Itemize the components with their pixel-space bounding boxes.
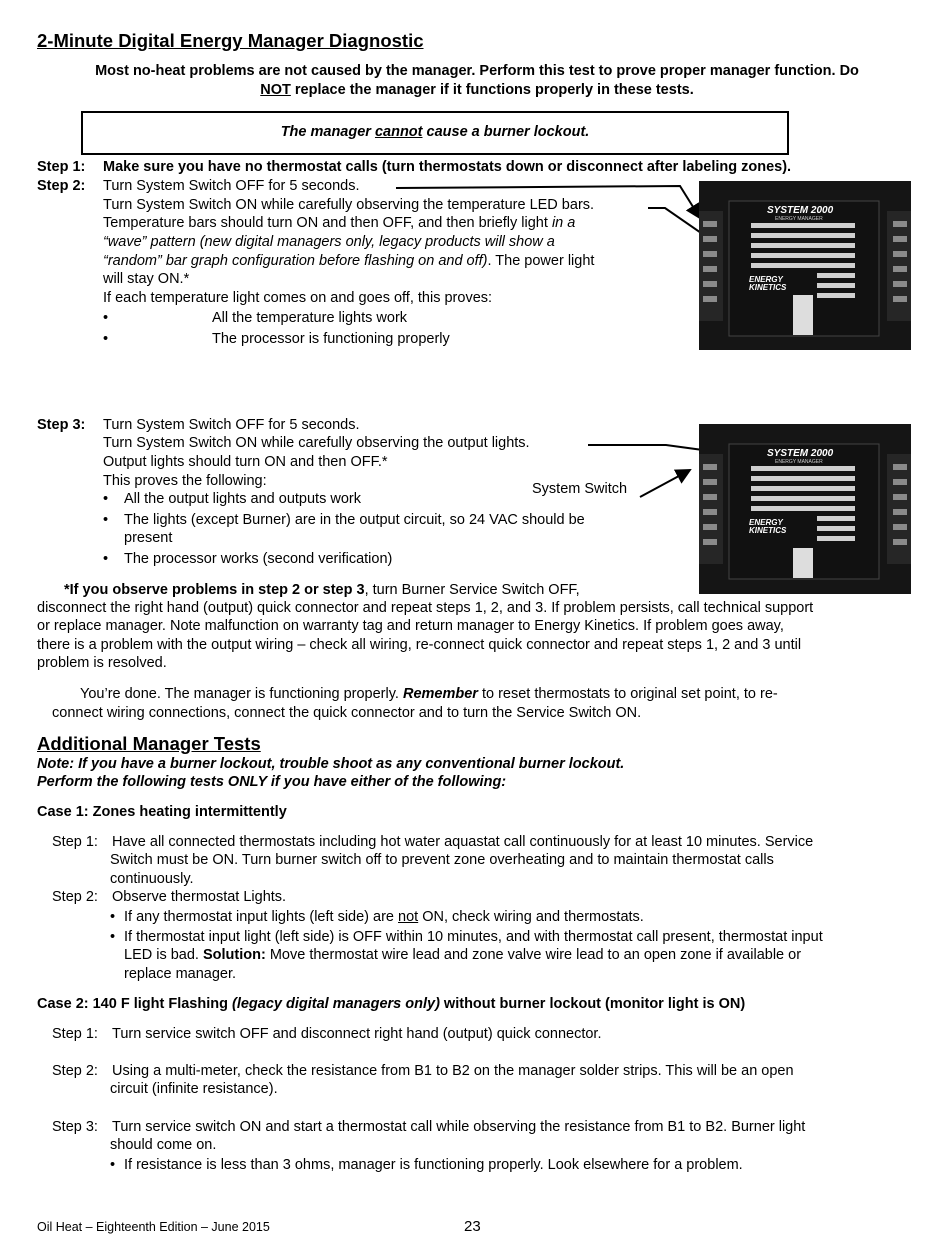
step3-bullet-2a: The lights (except Burner) are in the output circuit, so 24 VAC should be <box>124 512 585 528</box>
panel-logo-1: ENERGY <box>749 518 783 527</box>
done-pre: You’re done. The manager is functioning properly. <box>80 686 403 702</box>
panel-logo <box>749 519 786 535</box>
panel-logo-1: ENERGY <box>749 275 783 284</box>
bullet-dot: • <box>103 491 109 507</box>
energy-manager-panel-1 <box>699 181 911 350</box>
intro-not: NOT <box>260 82 291 98</box>
done-line-2: connect wiring connections, connect the quick connector and to turn the Service Switch ON. <box>52 705 642 721</box>
case2-step2-line-2: circuit (infinite resistance). <box>110 1081 278 1097</box>
panel-brand: SYSTEM 2000 <box>767 448 834 459</box>
case2-step3-label: Step 3: <box>52 1119 98 1135</box>
case2-title-2: (legacy digital managers only) <box>232 996 440 1012</box>
step3-line-1: Turn System Switch OFF for 5 seconds. <box>103 417 360 433</box>
step2-bullet-2: The processor is functioning properly <box>212 331 450 347</box>
step2-line-1: Turn System Switch OFF for 5 seconds. <box>103 178 360 194</box>
step3-bullet-1: All the output lights and outputs work <box>124 491 361 507</box>
step2-line-6: will stay ON.* <box>103 271 190 287</box>
case1-bullet-1-not: not <box>398 909 419 925</box>
step3-leader-2 <box>640 470 690 497</box>
panel-sub: ENERGY MANAGER <box>775 459 823 465</box>
step2-line-4: “wave” pattern (new digital managers only, legacy products will show a <box>103 234 555 250</box>
bullet-dot: • <box>103 310 109 326</box>
problems-bold: *If you observe problems in step 2 or step 3 <box>64 582 365 598</box>
case2-step3-line-2: should come on. <box>110 1137 217 1153</box>
case1-title: Case 1: Zones heating intermittently <box>37 804 287 820</box>
case1-step2-label: Step 2: <box>52 889 98 905</box>
step3-label: Step 3: <box>37 417 86 433</box>
bullet-dot: • <box>110 909 116 925</box>
case2-step2-label: Step 2: <box>52 1063 98 1079</box>
case1-step1-line-2: Switch must be ON. Turn burner switch off to prevent zone overheating and to maintain thermostat calls <box>110 852 774 868</box>
panel-logo-2: KINETICS <box>749 283 787 292</box>
case1-bullet-2-line-3: replace manager. <box>124 966 237 982</box>
case2-step1-label: Step 1: <box>52 1026 98 1042</box>
problems-line-4: there is a problem with the output wiring – check all wiring, re-connect quick connector and repeat steps 1, 2 and 3 until <box>37 637 802 653</box>
additional-title: Additional Manager Tests <box>37 733 261 754</box>
step1-text: Make sure you have no thermostat calls (turn thermostats down or disconnect after labeling zones). <box>103 159 792 175</box>
step1-label: Step 1: <box>37 159 86 175</box>
page-title: 2-Minute Digital Energy Manager Diagnostic <box>37 30 424 51</box>
notice-cannot: cannot <box>374 124 423 140</box>
step2-line-7: If each temperature light comes on and goes off, this proves: <box>103 290 493 306</box>
notice-post: cause a burner lockout. <box>422 124 590 140</box>
case1-bullet-2-line-2a: LED is bad. <box>124 947 203 963</box>
case1-bullet-1a: If any thermostat input lights (left side) are <box>124 909 399 925</box>
intro-line-1: Most no-heat problems are not caused by the manager. Perform this test to prove proper manager function. Do <box>95 63 859 79</box>
intro-line-2-rest: replace the manager if it functions properly in these tests. <box>290 82 694 98</box>
step2-line-5a: “random” bar graph configuration before flashing on and off) <box>103 253 488 269</box>
step2-line-3b: in a <box>551 215 576 231</box>
step2-bullet-1: All the temperature lights work <box>212 310 408 326</box>
panel-logo <box>749 276 786 292</box>
bullet-dot: • <box>110 929 116 945</box>
bullet-dot: • <box>103 512 109 528</box>
case1-step1-line-1: Have all connected thermostats including hot water aquastat call continuously for at least 10 minutes. Service <box>112 834 814 850</box>
problems-line-2: disconnect the right hand (output) quick connector and repeat steps 1, 2, and 3. If problem persists, call technical support <box>37 600 814 616</box>
footer-page-number: 23 <box>464 1218 481 1235</box>
case1-solution: Solution: <box>203 947 266 963</box>
problems-line-1-rest: , turn Burner Service Switch OFF, <box>364 582 580 598</box>
panel-logo-2: KINETICS <box>749 526 787 535</box>
case1-bullet-1b: ON, check wiring and thermostats. <box>418 909 644 925</box>
step2-line-5b: . The power light <box>487 253 595 269</box>
step3-bullet-3: The processor works (second verification) <box>124 551 393 567</box>
problems-line-5: problem is resolved. <box>37 655 167 671</box>
system-switch-callout: System Switch <box>532 481 628 497</box>
case1-bullet-2-line-1: If thermostat input light (left side) is OFF within 10 minutes, and with thermostat call present, thermostat input <box>124 929 823 945</box>
bullet-dot: • <box>103 331 109 347</box>
case2-bullet-1: If resistance is less than 3 ohms, manager is functioning properly. Look elsewhere for a problem. <box>124 1157 743 1173</box>
step3-bullet-2b: present <box>124 530 173 546</box>
case2-step3-line-1: Turn service switch ON and start a thermostat call while observing the resistance from B1 to B2. Burner light <box>112 1119 806 1135</box>
case2-title-3: without burner lockout (monitor light is ON) <box>439 996 746 1012</box>
step3-line-3: Output lights should turn ON and then OFF.* <box>103 454 388 470</box>
step2-line-2: Turn System Switch ON while carefully observing the temperature LED bars. <box>103 197 595 213</box>
case2-step1-text: Turn service switch OFF and disconnect right hand (output) quick connector. <box>112 1026 602 1042</box>
panel-brand: SYSTEM 2000 <box>767 205 834 216</box>
done-post: to reset thermostats to original set point, to re- <box>477 686 778 702</box>
footer-edition: Oil Heat – Eighteenth Edition – June 2015 <box>37 1220 270 1234</box>
step2-leader-1 <box>396 186 700 218</box>
additional-note-2: Perform the following tests ONLY if you have either of the following: <box>37 774 507 790</box>
bullet-dot: • <box>103 551 109 567</box>
case1-step2-line-1: Observe thermostat Lights. <box>112 889 287 905</box>
panel-sub: ENERGY MANAGER <box>775 216 823 222</box>
energy-manager-panel-2 <box>699 424 911 594</box>
step3-line-2: Turn System Switch ON while carefully observing the output lights. <box>103 435 530 451</box>
case1-step1-label: Step 1: <box>52 834 98 850</box>
step3-line-4: This proves the following: <box>103 473 267 489</box>
step2-label: Step 2: <box>37 178 86 194</box>
done-remember: Remember <box>402 686 478 702</box>
additional-note-1: Note: If you have a burner lockout, trouble shoot as any conventional burner lockout. <box>37 756 625 772</box>
bullet-dot: • <box>110 1157 116 1173</box>
case2-step2-line-1: Using a multi-meter, check the resistance from B1 to B2 on the manager solder strips. This will be an open <box>112 1063 794 1079</box>
case1-bullet-2-line-2b: Move thermostat wire lead and zone valve wire lead to an open zone if available or <box>265 947 802 963</box>
case2-title-1: Case 2: 140 F light Flashing <box>37 996 232 1012</box>
notice-pre: The manager <box>280 124 375 140</box>
step2-line-3a: Temperature bars should turn ON and then OFF, and then briefly light <box>103 215 552 231</box>
problems-line-3: or replace manager. Note malfunction on warranty tag and return manager to Energy Kinetics. If problem goes away, <box>37 618 784 634</box>
case1-step1-line-3: continuously. <box>110 871 194 887</box>
